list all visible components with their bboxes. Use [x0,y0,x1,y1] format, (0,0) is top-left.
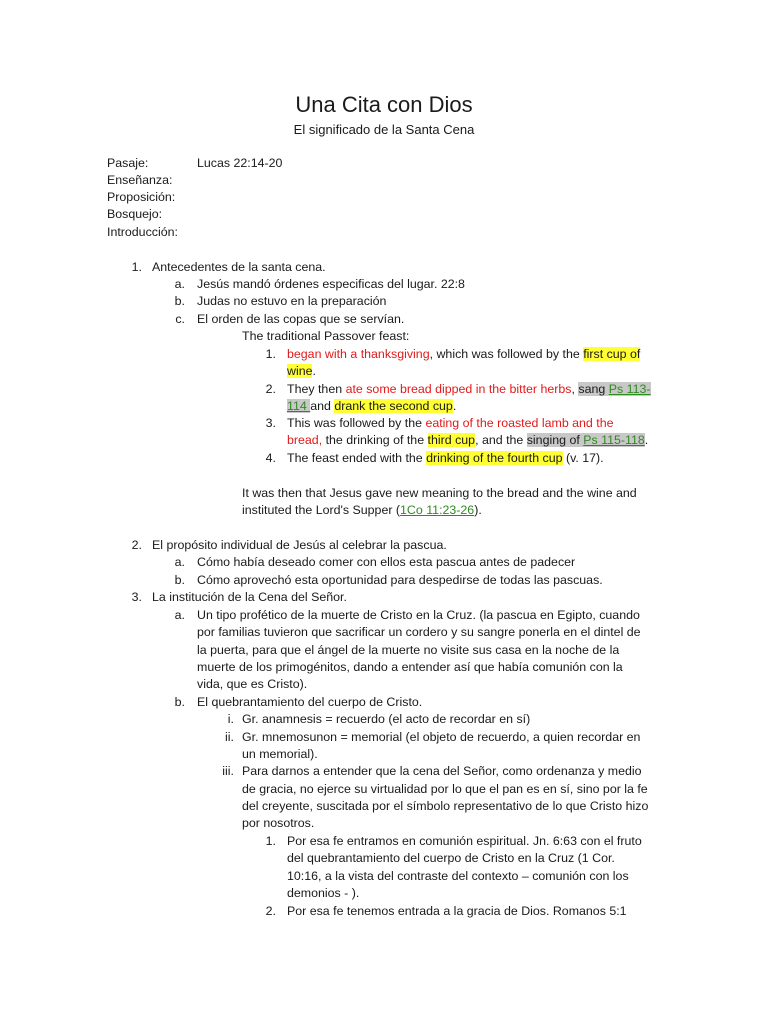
paragraph-line: del creyente, suscitada por el símbolo representativo de lo que Cristo hizo [242,799,649,813]
scripture-link[interactable]: Ps 115-118 [583,433,645,447]
section-number: 2. [131,538,142,552]
roman-marker: ii. [225,730,234,744]
passover-step-2-cont: 114 and drank the second cup. [287,399,457,413]
list-marker: a. [174,277,185,291]
field-label-introduccion: Introducción: [107,225,178,239]
paragraph-line: un memorial). [242,747,318,761]
field-label-bosquejo: Bosquejo: [107,207,163,221]
list-item: Gr. anamnesis = recuerdo (el acto de recordar en sí) [242,712,531,726]
closing-line-1: It was then that Jesus gave new meaning to the bread and the wine and [242,486,637,500]
highlight: drinking of the fourth cup [426,451,563,465]
field-value-pasaje: Lucas 22:14-20 [197,156,283,170]
paragraph-line: del quebrantamiento del cuerpo de Cristo en la Cruz (1 Cor. [287,851,615,865]
paragraph-line: Por esa fe tenemos entrada a la gracia de Dios. Romanos 5:1 [287,904,627,918]
list-marker: c. [175,312,185,326]
passover-number: 4. [265,451,276,465]
paragraph-line: Para darnos a entender que la cena del Señor, como ordenanza y medio [242,764,642,778]
document-title: Una Cita con Dios [295,92,473,117]
passover-intro: The traditional Passover feast: [242,329,410,343]
passover-number: 3. [265,416,276,430]
highlight: wine [287,364,313,378]
scripture-link[interactable]: 114 [287,399,311,413]
passover-number: 2. [265,382,276,396]
list-marker: b. [174,573,185,587]
list-item: Cómo aprovechó esta oportunidad para despedirse de todas las pascuas. [197,573,603,587]
paragraph-line: Gr. mnemosunon = memorial (el objeto de recuerdo, a quien recordar en [242,730,641,744]
passover-step-3: This was followed by the eating of the roasted lamb and the [287,416,614,430]
section-number: 3. [131,590,142,604]
section-number: 1. [131,260,142,274]
list-item: El orden de las copas que se servían. [197,312,405,326]
list-item: Cómo había deseado comer con ellos esta pascua antes de padecer [197,555,576,569]
roman-marker: iii. [222,764,234,778]
passover-step-2: They then ate some bread dipped in the bitter herbs, sang Ps 113- [287,382,651,396]
highlight: third cup [427,433,476,447]
red-text: began with a thanksgiving [287,347,430,361]
passover-step-1-cont: wine. [287,364,316,378]
red-text: eating of the roasted lamb and the [425,416,614,430]
passover-number: 1. [265,347,276,361]
red-text: bread, [287,433,323,447]
field-label-ensenanza: Enseñanza: [107,173,173,187]
list-item: Judas no estuvo en la preparación [197,294,387,308]
paragraph-line: por familias tuvieron que sacrificar un cordero y su sangre ponerla en el dintel de [197,625,641,639]
paragraph-line: muerte de los primogénitos, dando a entender así que había comunión con la [197,660,623,674]
paragraph-line: de gracia, no ejerce su virtualidad por lo que el pan es en sí, sino por la fe [242,782,648,796]
scripture-link[interactable]: 1Co 11:23-26 [400,503,475,517]
list-marker: a. [174,608,185,622]
paragraph-line: demonios - ). [287,886,360,900]
paragraph-line: 10:16, a la vista del contraste del contexto – comunión con los [287,869,629,883]
list-marker: b. [174,695,185,709]
passover-step-3-cont: bread, the drinking of the third cup, and the singing of Ps 115-118. [287,433,649,447]
paragraph-line: vida, que es Cristo). [197,677,308,691]
field-label-pasaje: Pasaje: [107,156,149,170]
passover-step-1: began with a thanksgiving, which was followed by the first cup of [287,347,641,361]
paragraph-line: Por esa fe entramos en comunión espiritual. Jn. 6:63 con el fruto [287,834,642,848]
scripture-link[interactable]: Ps 113- [608,382,651,396]
list-item: El quebrantamiento del cuerpo de Cristo. [197,695,423,709]
roman-marker: i. [227,712,234,726]
passover-step-4: The feast ended with the drinking of the fourth cup (v. 17). [287,451,604,465]
sub-number: 1. [265,834,276,848]
list-item: Jesús mandó órdenes especificas del lugar. 22:8 [197,277,465,291]
field-label-proposicion: Proposición: [107,190,176,204]
list-marker: b. [174,294,185,308]
paragraph-line: por nosotros. [242,816,315,830]
highlight: first cup of [583,347,641,361]
red-text: ate some bread dipped in the bitter herbs [345,382,572,396]
paragraph-line: Un tipo profético de la muerte de Cristo en la Cruz. (la pascua en Egipto, cuando [197,608,640,622]
list-marker: a. [174,555,185,569]
gray-highlight: sang [578,382,609,396]
section-title: Antecedentes de la santa cena. [152,260,326,274]
sub-number: 2. [265,904,276,918]
section-title: La institución de la Cena del Señor. [152,590,347,604]
highlight: drank the second cup [334,399,453,413]
gray-highlight: singing of [526,433,584,447]
section-title: El propósito individual de Jesús al celebrar la pascua. [152,538,447,552]
document-subtitle: El significado de la Santa Cena [293,122,475,137]
paragraph-line: la puerta, para que el ángel de la muerte no visite sus casa en la noche de la [197,643,620,657]
closing-line-2: instituted the Lord's Supper (1Co 11:23-26). [242,503,482,517]
